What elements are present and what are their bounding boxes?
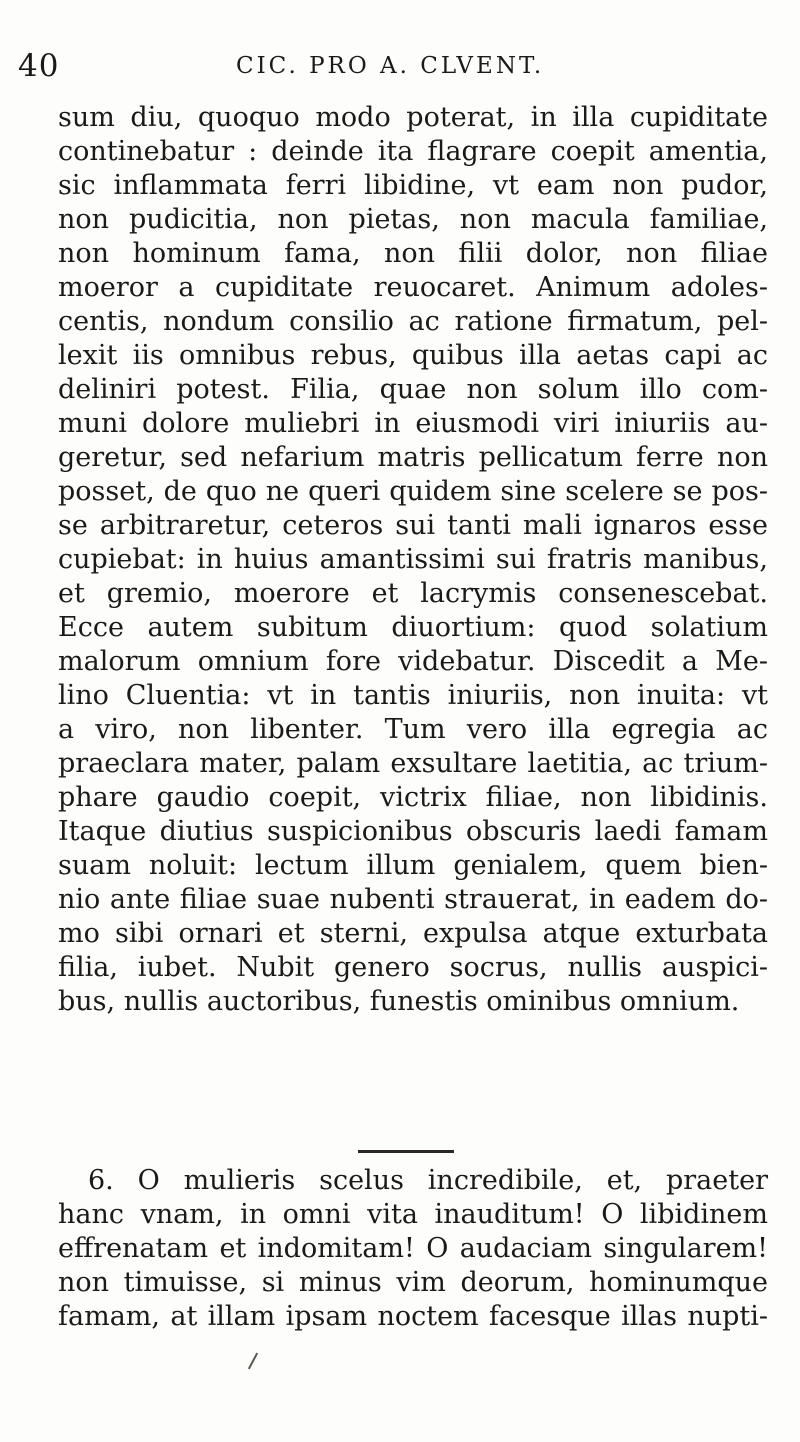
page-header <box>18 22 778 82</box>
text-line: non timuisse, si minus vim deorum, hominumque <box>58 1267 768 1298</box>
text-line: Ecce autem subitum diuortium: quod solatium <box>58 612 768 643</box>
text-line: et gremio, moerore et lacrymis consenescebat. <box>58 578 768 609</box>
text-line: centis, nondum consilio ac ratione firmatum, pel- <box>58 306 768 337</box>
text-line: geretur, sed nefarium matris pellicatum ferre non <box>58 442 768 473</box>
text-line: lino Cluentia: vt in tantis iniuriis, non inuita: vt <box>58 680 768 711</box>
text-line: mo sibi ornari et sterni, expulsa atque exturbata <box>58 918 768 949</box>
section-divider <box>358 1150 454 1153</box>
text-line: cupiebat: in huius amantissimi sui fratris manibus, <box>58 544 768 575</box>
text-line: filia, iubet. Nubit genero socrus, nullis auspici- <box>58 952 768 983</box>
text-line: deliniri potest. Filia, quae non solum illo com- <box>58 374 768 405</box>
text-line: praeclara mater, palam exsultare laetitia, ac trium- <box>58 748 768 779</box>
text-line: famam, at illam ipsam noctem facesque illas nupti- <box>58 1301 768 1332</box>
text-line: continebatur : deinde ita flagrare coepit amentia, <box>58 136 768 167</box>
text-line: hanc vnam, in omni vita inauditum! O libidinem <box>58 1199 768 1230</box>
text-line: malorum omnium fore videbatur. Discedit a Me- <box>58 646 768 677</box>
page-number: 40 <box>18 48 60 84</box>
text-line: Itaque diutius suspicionibus obscuris laedi famam <box>58 816 768 847</box>
text-line: posset, de quo ne queri quidem sine scelere se pos- <box>58 476 768 507</box>
text-line: phare gaudio coepit, victrix filiae, non libidinis. <box>58 782 768 813</box>
running-head: CIC. PRO A. CLVENT. <box>236 53 545 79</box>
text-line: effrenatam et indomitam! O audaciam singularem! <box>58 1233 768 1264</box>
text-line: lexit iis omnibus rebus, quibus illa aetas capi ac <box>58 340 768 371</box>
text-line: se arbitraretur, ceteros sui tanti mali ignaros esse <box>58 510 768 541</box>
text-line: sic inflammata ferri libidine, vt eam non pudor, <box>58 170 768 201</box>
text-line: 6. O mulieris scelus incredibile, et, praeter <box>88 1165 768 1196</box>
text-line: non hominum fama, non filii dolor, non filiae <box>58 238 768 269</box>
text-line: suam noluit: lectum illum genialem, quem bien- <box>58 850 768 881</box>
text-line: nio ante filiae suae nubenti strauerat, in eadem do- <box>58 884 768 915</box>
text-line: a viro, non libenter. Tum vero illa egregia ac <box>58 714 768 745</box>
text-line: non pudicitia, non pietas, non macula familiae, <box>58 204 768 235</box>
stray-ink-mark <box>248 1353 258 1370</box>
text-line: muni dolore muliebri in eiusmodi viri iniuriis au- <box>58 408 768 439</box>
text-line: moeror a cupiditate reuocaret. Animum adoles- <box>58 272 768 303</box>
text-line: sum diu, quoquo modo poterat, in illa cupiditate <box>58 102 768 133</box>
text-line: bus, nullis auctoribus, funestis ominibus omnium. <box>58 986 740 1017</box>
